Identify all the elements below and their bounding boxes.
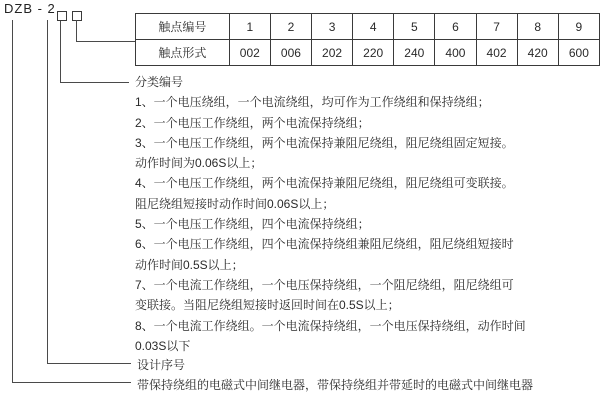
row-label-contact-number: 触点编号 (136, 14, 230, 40)
relay-description: 带保持绕组的电磁式中间继电器，带保持绕组并带延时的电磁式中间继电器 (137, 378, 534, 392)
classification-line: 动作时间0.5S以上； (135, 257, 244, 272)
table-row-contact-numbers (136, 14, 600, 40)
classification-line: 1、一个电压绕组，一个电流绕组，均可作为工作绕组和保持绕组； (135, 95, 490, 110)
contact-number-cell: 6 (435, 14, 476, 40)
design-serial-label: 设计序号 (137, 358, 186, 372)
classification-line: 3、一个电压工作绕组，两个电流保持兼阻尼绕组，阻尼绕组固定短接。 (135, 135, 514, 150)
contact-form-cell: 240 (394, 40, 435, 66)
classification-line: 阻尼绕组短接时动作时间0.06S以上； (135, 196, 335, 211)
contact-number-cell: 5 (394, 14, 435, 40)
contact-form-table (135, 13, 600, 66)
contact-form-cell: 202 (312, 40, 353, 66)
model-code: DZB - 2 (4, 1, 56, 16)
table-row-contact-forms (136, 40, 600, 66)
contact-number-cell: 7 (476, 14, 517, 40)
classification-line: 6、一个电压工作绕组，四个电流保持绕组兼阻尼绕组，阻尼绕组短接时 (135, 237, 514, 252)
contact-number-cell: 9 (558, 14, 599, 40)
classification-label: 分类编号 (135, 75, 184, 89)
contact-number-cell: 4 (353, 14, 394, 40)
contact-form-cell: 600 (558, 40, 599, 66)
classification-line: 5、一个电压工作绕组，四个电流保持绕组； (135, 217, 370, 232)
contact-form-cell: 420 (517, 40, 558, 66)
leader-line-to-relay-description (12, 20, 131, 383)
contact-number-cell: 8 (517, 14, 558, 40)
contact-form-cell: 002 (229, 40, 270, 66)
contact-number-cell: 1 (229, 14, 270, 40)
classification-line: 2、一个电压工作绕组，两个电流保持绕组； (135, 115, 370, 130)
row-label-contact-form: 触点形式 (136, 40, 230, 66)
contact-form-cell: 400 (435, 40, 476, 66)
contact-number-cell: 2 (270, 14, 311, 40)
classification-line: 4、一个电压工作绕组，两个电流保持兼阻尼绕组，阻尼绕组可变联接。 (135, 176, 514, 191)
classification-line: 变联接。当阻尼绕组短接时返回时间在0.5S以上； (135, 298, 400, 313)
classification-line: 8、一个电流工作绕组。一个电流保持绕组，一个电压保持绕组，动作时间 (135, 318, 526, 333)
classification-line: 动作时间为0.06S以上； (135, 156, 263, 171)
contact-form-cell: 006 (270, 40, 311, 66)
contact-form-cell: 402 (476, 40, 517, 66)
contact-number-cell: 3 (312, 14, 353, 40)
classification-line: 7、一个电流工作绕组，一个电压保持绕组，一个阻尼绕组，阻尼绕组可 (135, 277, 514, 292)
contact-form-cell: 220 (353, 40, 394, 66)
classification-line: 0.03S以下 (135, 338, 191, 353)
classification-block (135, 72, 597, 356)
